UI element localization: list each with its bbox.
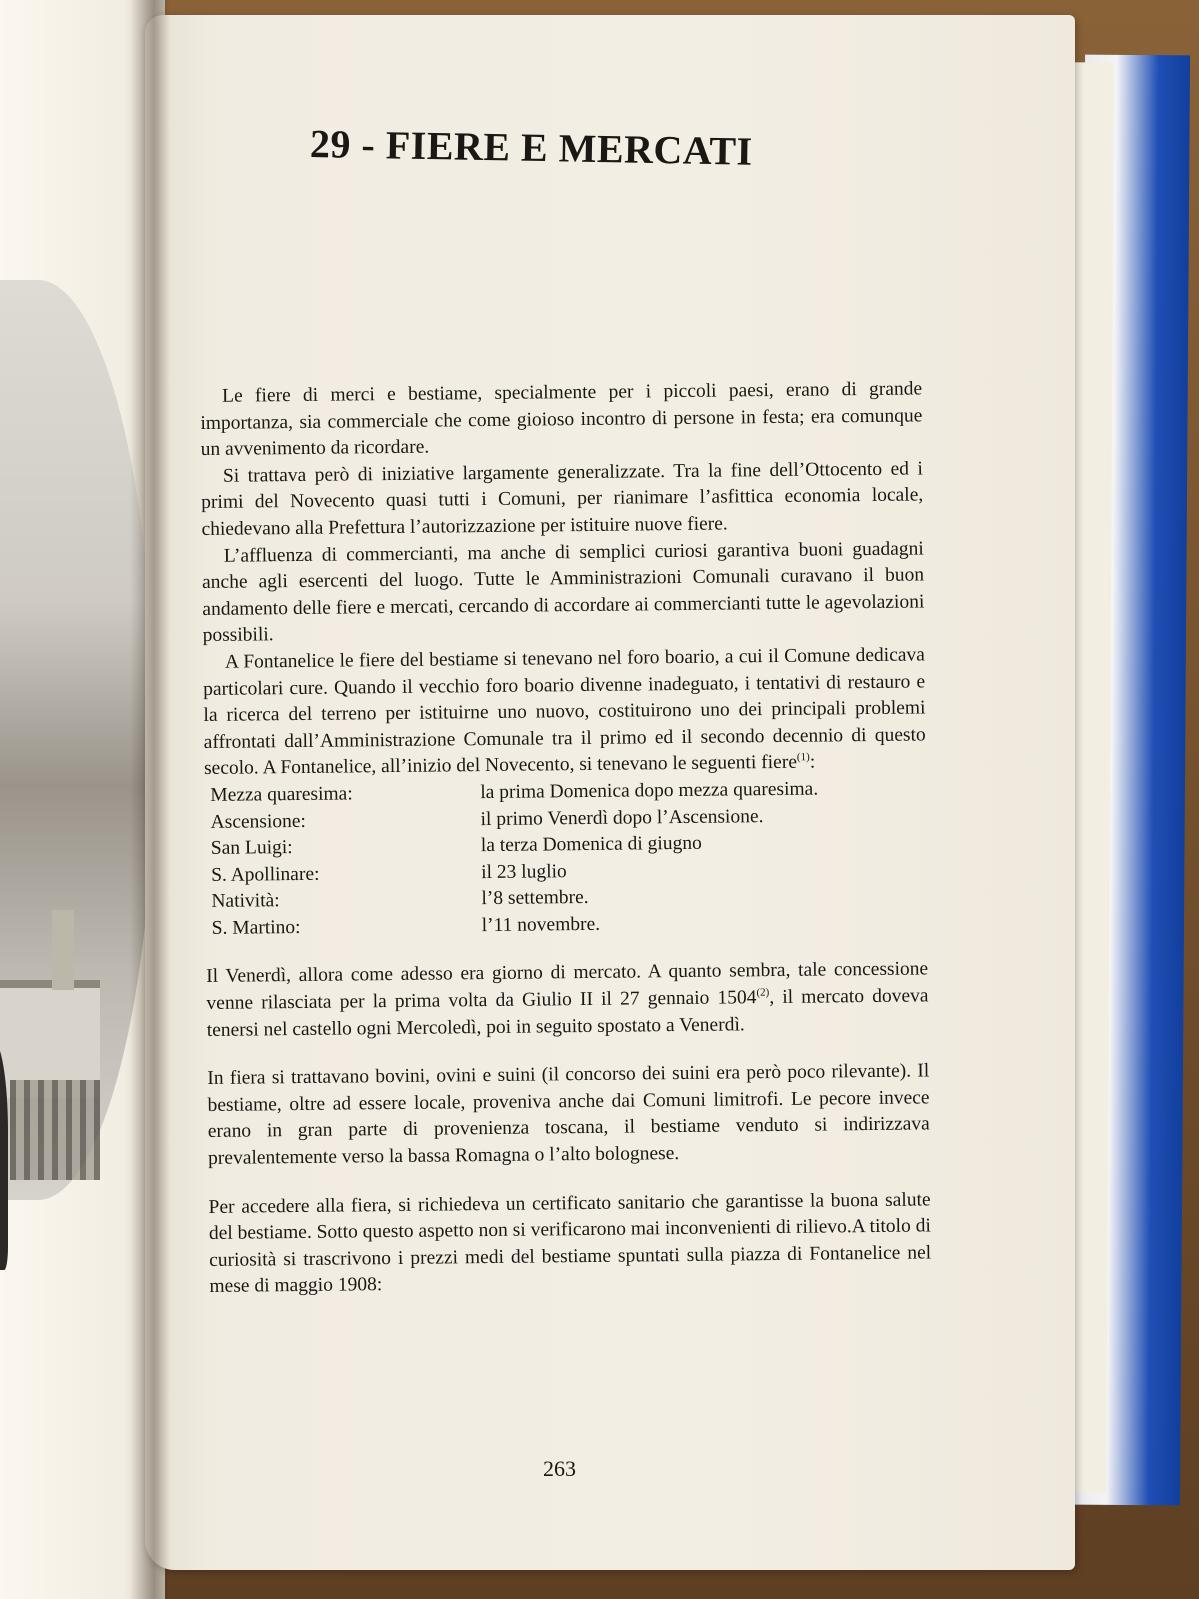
footnote-ref-2: (2) xyxy=(756,986,770,999)
paragraph-3: L’affluenza di commercianti, ma anche di semplici curiosi garantiva buoni guadagni anche agli esercenti del luogo. Tutte le Amministrazioni Comunali curavano il buon andamento delle fiere e mercati, cercando di accordare ai commercianti tutte le agevolazioni possibili. xyxy=(201,537,925,647)
paragraph-4-end: : xyxy=(809,751,816,773)
photo-bell-tower xyxy=(52,910,74,990)
fair-name: S. Martino: xyxy=(211,916,301,939)
page-content xyxy=(200,0,935,1599)
fairs-list xyxy=(204,775,928,942)
paragraph-6: In fiera si trattavano bovini, ovini e suini (il concorso dei suini era però poco rilevante). Il bestiame, oltre ad essere locale, proveniva anche dai Comuni limitrofi. Le pecore invece erano in gran parte di provenienza toscana, il bestiame venduto si indirizzava prevalentemente verso la bassa Romagna o l’alto bolognese. xyxy=(207,1060,930,1169)
fair-name: San Luigi: xyxy=(210,837,293,860)
paragraph-2: Si trattava però di iniziative largamente generalizzate. Tra la fine dell’Ottocento ed i primi del Novecento quasi tutti i Comuni, per rianimare l’asfittica economia locale, chiedevano alla Prefettura l’autorizzazione per istituire nuove fiere. xyxy=(201,458,924,540)
paragraph-5-text: Il Venerdì, allora come adesso era giorno di mercato. A quanto sembra, tale concessione venne rilasciata per la prima volta da Giulio II il 27 gennaio 1504 xyxy=(206,958,929,1015)
fair-name: S. Apollinare: xyxy=(211,863,320,886)
body-text xyxy=(200,376,932,1301)
fair-name: Mezza quaresima: xyxy=(210,783,353,806)
fair-date: l’11 novembre. xyxy=(481,913,601,936)
book-gutter xyxy=(130,0,170,1599)
fair-name: Natività: xyxy=(211,890,280,913)
paragraph-5 xyxy=(206,957,929,1044)
fair-date: la terza Domenica di giugno xyxy=(480,832,702,857)
paragraph-4 xyxy=(203,642,926,783)
paragraph-7: Per accedere alla fiera, si richiedeva un certificato sanitario che garantisse la buona salute del bestiame. Sotto questo aspetto non si verificarono mai inconvenienti di rilievo.A titolo di curiosità si trascrivono i prezzi medi del bestiame spuntati sulla piazza di Fontanelice nel mese di maggio 1908: xyxy=(208,1189,932,1298)
paragraph-5-end: , il mercato doveva tenersi nel castello ogni Mercoledì, poi in seguito spostato a Venerdì. xyxy=(206,985,929,1041)
fair-date: la prima Domenica dopo mezza quaresima. xyxy=(480,778,819,803)
photo-crowd xyxy=(10,1080,100,1180)
fair-date: il 23 luglio xyxy=(481,860,567,883)
footnote-ref-1: (1) xyxy=(796,751,810,764)
fair-date: il primo Venerdì dopo l’Ascensione. xyxy=(480,805,764,830)
page-number: 263 xyxy=(543,1456,576,1481)
paragraph-4-text: A Fontanelice le fiere del bestiame si tenevano nel foro boario, a cui il Comune dedicava particolari cure. Quando il vecchio foro boario divenne inadeguato, i tentativi di restauro e la ricerca del terreno per istituirne uno nuovo, costituirono uno dei principali problemi affrontati dall’Amministrazione Comunale tra il primo ed il secondo decennio di questo secolo. A Fontanelice, all’inizio del Novecento, si tenevano le seguenti fiere xyxy=(203,644,926,780)
fair-name: Ascensione: xyxy=(210,810,307,833)
paragraph-1: Le fiere di merci e bestiame, specialmente per i piccoli paesi, erano di grande importanza, sia commerciale che come gioioso incontro di persone in festa; era comunque un avvenimento da ricordare. xyxy=(200,378,923,461)
chapter-title: 29 - FIERE E MERCATI xyxy=(309,121,753,174)
fair-date: l’8 settembre. xyxy=(481,887,589,910)
